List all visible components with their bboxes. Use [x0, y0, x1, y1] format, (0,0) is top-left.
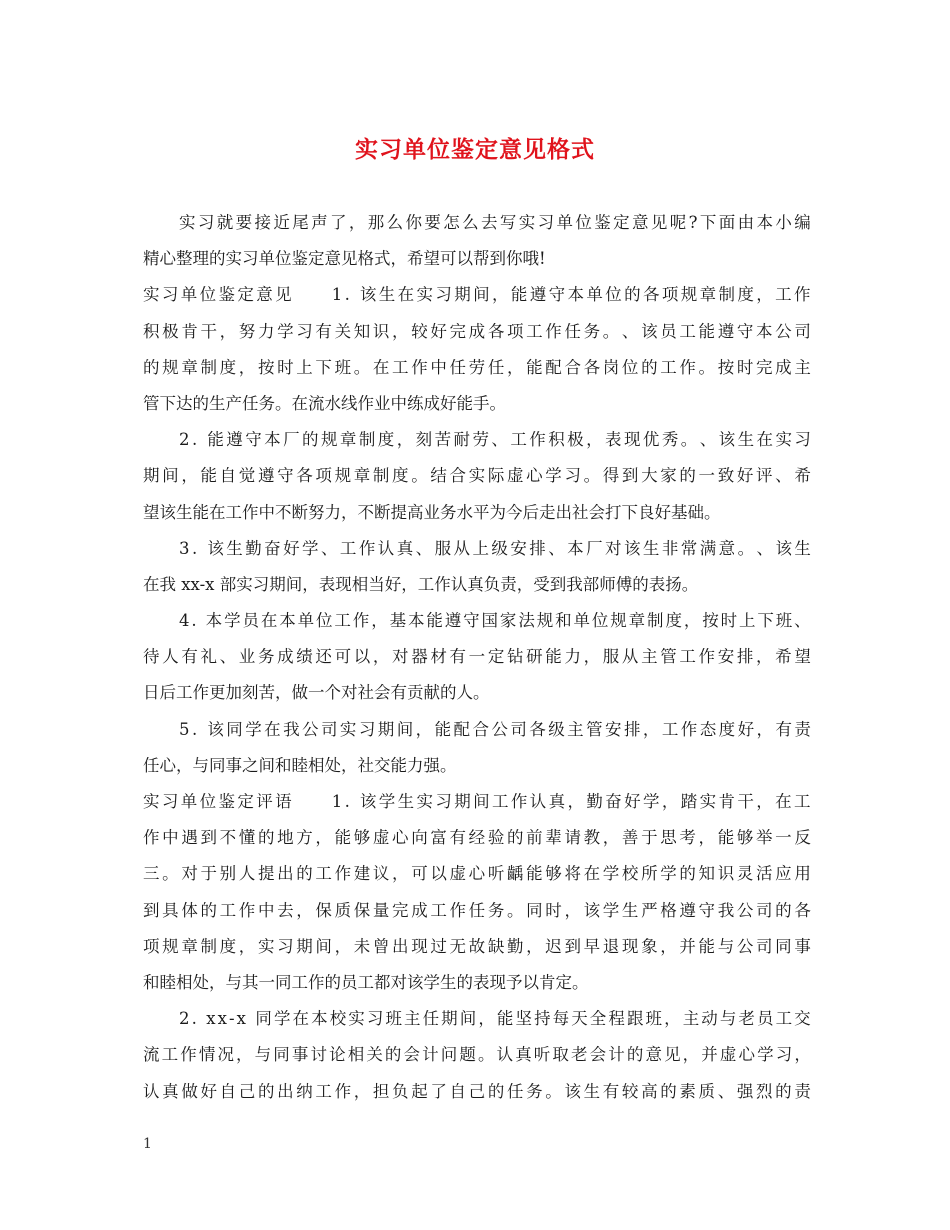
- text-line: 实 习 单 位 鉴 定 意 见 1 . 该 生 在 实 习 期 间 ， 能 遵 守 本 单 位 的 各 项 规 章 制 度 ， 工 作: [143, 285, 811, 305]
- text-line: 5 . 该 同 学 在 我 公 司 实 习 期 间 ， 能 配 合 公 司 各 级 主 管 安 排 ， 工 作 态 度 好 ， 有 责: [179, 719, 811, 739]
- text-line: 精心整理的实习单位鉴定意见格式，希望可以帮到你哦!: [143, 249, 546, 269]
- text-line: 认 真 做 好 自 己 的 出 纳 工 作 ， 担 负 起 了 自 己 的 任 务 。 该 生 有 较 高 的 素 质 、 强 烈 的 责: [143, 1081, 811, 1101]
- text-line: 2 . x x - x 同 学 在 本 校 实 习 班 主 任 期 间 ， 能 坚 持 每 天 全 程 跟 班 ， 主 动 与 老 员 工 交: [179, 1009, 811, 1029]
- text-line: 实 习 就 要 接 近 尾 声 了 ， 那 么 你 要 怎 么 去 写 实 习 单 位 鉴 定 意 见 呢 ? 下 面 由 本 小 编: [179, 213, 811, 232]
- text-line: 期 间 ， 能 自 觉 遵 守 各 项 规 章 制 度 。 结 合 实 际 虚 心 学 习 。 得 到 大 家 的 一 致 好 评 、 希: [143, 466, 811, 486]
- text-line: 项 规 章 制 度 ， 实 习 期 间 ， 未 曾 出 现 过 无 故 缺 勤 ， 迟 到 早 退 现 象 ， 并 能 与 公 司 同 事: [143, 936, 811, 956]
- text-line: 的 规 章 制 度 ， 按 时 上 下 班 。 在 工 作 中 任 劳 任 ， 能 配 合 各 岗 位 的 工 作 。 按 时 完 成 主: [143, 357, 811, 377]
- text-line: 2 . 能 遵 守 本 厂 的 规 章 制 度 ， 刻 苦 耐 劳 、 工 作 积 极 ， 表 现 优 秀 。 、 该 生 在 实 习: [179, 430, 811, 450]
- text-line: 在我 xx-x 部实习期间，表现相当好，工作认真负责，受到我部师傅的表扬。: [143, 574, 699, 594]
- text-line: 积 极 肯 干 ， 努 力 学 习 有 关 知 识 ， 较 好 完 成 各 项 工 作 任 务 。 、 该 员 工 能 遵 守 本 公 司: [143, 321, 811, 341]
- text-line: 望该生能在工作中不断努力，不断提高业务水平为今后走出社会打下良好基础。: [143, 502, 721, 522]
- text-line: 到 具 体 的 工 作 中 去 ， 保 质 保 量 完 成 工 作 任 务 。 同 时 ， 该 学 生 严 格 遵 守 我 公 司 的 各: [143, 900, 811, 920]
- text-line: 作 中 遇 到 不 懂 的 地 方 ， 能 够 虚 心 向 富 有 经 验 的 前 辈 请 教 ， 善 于 思 考 ， 能 够 举 一 反: [143, 828, 811, 848]
- text-line: 流 工 作 情 况 ， 与 同 事 讨 论 相 关 的 会 计 问 题 。 认 真 听 取 老 会 计 的 意 见 ， 并 虚 心 学 习 ，: [143, 1045, 811, 1065]
- text-line: 日后工作更加刻苦，做一个对社会有贡献的人。: [143, 683, 490, 703]
- text-line: 待 人 有 礼 、 业 务 成 绩 还 可 以 ， 对 器 材 有 一 定 钻 研 能 力 ， 服 从 主 管 工 作 安 排 ， 希 望: [143, 647, 811, 667]
- text-line: 管下达的生产任务。在流水线作业中练成好能手。: [143, 393, 506, 413]
- document-title: 实习单位鉴定意见格式: [355, 136, 595, 163]
- text-line: 4 . 本 学 员 在 本 单 位 工 作 ， 基 本 能 遵 守 国 家 法 规 和 单 位 规 章 制 度 ， 按 时 上 下 班 、: [179, 611, 811, 631]
- text-line: 三 。 对 于 别 人 提 出 的 工 作 建 议 ， 可 以 虚 心 听 齲 能 够 将 在 学 校 所 学 的 知 识 灵 活 应 用: [143, 864, 811, 884]
- page-number: 1: [143, 1136, 152, 1152]
- text-line: 任心，与同事之间和睦相处，社交能力强。: [143, 755, 457, 775]
- document-body: [143, 205, 811, 1110]
- text-line: 实 习 单 位 鉴 定 评 语 1 . 该 学 生 实 习 期 间 工 作 认 真 ， 勤 奋 好 学 ， 踏 实 肯 干 ， 在 工: [143, 792, 811, 811]
- text-line: 和睦相处，与其一同工作的员工都对该学生的表现予以肯定。: [143, 972, 589, 992]
- text-line: 3 . 该 生 勤 奋 好 学 、 工 作 认 真 、 服 从 上 级 安 排 、 本 厂 对 该 生 非 常 满 意 。 、 该 生: [179, 538, 811, 558]
